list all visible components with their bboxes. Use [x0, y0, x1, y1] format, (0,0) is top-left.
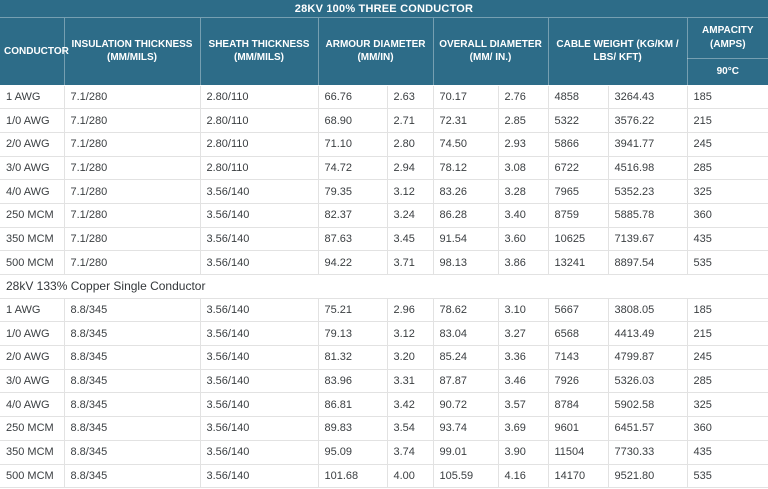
- cell-insulation: 7.1/280: [64, 251, 200, 275]
- cell-overall-mm: 85.24: [433, 346, 498, 370]
- cell-sheath: 2.80/110: [200, 109, 318, 133]
- cell-overall-in: 3.10: [498, 298, 548, 322]
- cell-overall-mm: 99.01: [433, 440, 498, 464]
- cell-weight-kg: 13241: [548, 251, 608, 275]
- cell-conductor: 2/0 AWG: [0, 132, 64, 156]
- cell-overall-in: 2.76: [498, 85, 548, 109]
- cell-overall-mm: 78.62: [433, 298, 498, 322]
- table-row: [0, 180, 768, 204]
- cell-conductor: 350 MCM: [0, 227, 64, 251]
- header-sheath-thickness: SHEATH THICKNESS (MM/MILS): [200, 18, 318, 85]
- cell-weight-lbs: 6451.57: [608, 417, 687, 441]
- cell-weight-kg: 11504: [548, 440, 608, 464]
- cell-armour-in: 4.00: [387, 464, 433, 488]
- cell-insulation: 7.1/280: [64, 156, 200, 180]
- cell-overall-in: 3.60: [498, 227, 548, 251]
- cell-conductor: 350 MCM: [0, 440, 64, 464]
- cell-armour-mm: 89.83: [318, 417, 387, 441]
- cell-sheath: 3.56/140: [200, 227, 318, 251]
- cell-overall-in: 3.90: [498, 440, 548, 464]
- cell-weight-kg: 5322: [548, 109, 608, 133]
- header-ampacity: AMPACITY (AMPS): [687, 18, 768, 58]
- cell-ampacity: 325: [687, 393, 768, 417]
- cell-armour-in: 2.71: [387, 109, 433, 133]
- cell-overall-mm: 70.17: [433, 85, 498, 109]
- cell-insulation: 7.1/280: [64, 132, 200, 156]
- cell-insulation: 8.8/345: [64, 417, 200, 441]
- cell-weight-lbs: 7139.67: [608, 227, 687, 251]
- cell-weight-lbs: 5326.03: [608, 369, 687, 393]
- cell-armour-mm: 101.68: [318, 464, 387, 488]
- header-conductor: CONDUCTOR: [0, 18, 64, 85]
- header-insulation-thickness: INSULATION THICKNESS (MM/MILS): [64, 18, 200, 85]
- cell-weight-lbs: 4799.87: [608, 346, 687, 370]
- cell-overall-in: 3.57: [498, 393, 548, 417]
- cell-armour-in: 2.63: [387, 85, 433, 109]
- cell-overall-mm: 72.31: [433, 109, 498, 133]
- cell-ampacity: 360: [687, 203, 768, 227]
- cell-insulation: 7.1/280: [64, 109, 200, 133]
- cell-armour-in: 3.45: [387, 227, 433, 251]
- cell-ampacity: 535: [687, 464, 768, 488]
- table-row: [0, 298, 768, 322]
- cell-weight-lbs: 7730.33: [608, 440, 687, 464]
- cell-armour-in: 3.74: [387, 440, 433, 464]
- cell-armour-mm: 79.13: [318, 322, 387, 346]
- cell-overall-in: 4.16: [498, 464, 548, 488]
- cable-spec-table: [0, 18, 768, 488]
- cell-sheath: 3.56/140: [200, 464, 318, 488]
- cell-ampacity: 185: [687, 298, 768, 322]
- cell-weight-kg: 9601: [548, 417, 608, 441]
- section-divider-row: [0, 275, 768, 299]
- cell-sheath: 2.80/110: [200, 156, 318, 180]
- cell-overall-in: 3.27: [498, 322, 548, 346]
- cell-overall-mm: 93.74: [433, 417, 498, 441]
- cell-conductor: 500 MCM: [0, 464, 64, 488]
- cell-insulation: 8.8/345: [64, 298, 200, 322]
- table-row: [0, 346, 768, 370]
- cell-overall-mm: 78.12: [433, 156, 498, 180]
- cell-weight-kg: 8759: [548, 203, 608, 227]
- table-row: [0, 417, 768, 441]
- cell-overall-mm: 74.50: [433, 132, 498, 156]
- cell-sheath: 3.56/140: [200, 440, 318, 464]
- table-header: [0, 18, 768, 85]
- cell-overall-in: 3.28: [498, 180, 548, 204]
- cell-insulation: 7.1/280: [64, 85, 200, 109]
- cell-sheath: 3.56/140: [200, 298, 318, 322]
- header-overall-diameter: OVERALL DIAMETER (MM/ IN.): [433, 18, 548, 85]
- cell-insulation: 8.8/345: [64, 322, 200, 346]
- cell-overall-mm: 86.28: [433, 203, 498, 227]
- cell-armour-in: 3.54: [387, 417, 433, 441]
- cell-weight-lbs: 3808.05: [608, 298, 687, 322]
- cell-ampacity: 285: [687, 369, 768, 393]
- header-ampacity-90c: 90°C: [687, 58, 768, 85]
- cell-weight-lbs: 5885.78: [608, 203, 687, 227]
- table-row: [0, 369, 768, 393]
- cell-conductor: 1/0 AWG: [0, 322, 64, 346]
- table-row: [0, 203, 768, 227]
- cell-armour-mm: 71.10: [318, 132, 387, 156]
- cell-ampacity: 245: [687, 132, 768, 156]
- cell-sheath: 3.56/140: [200, 180, 318, 204]
- cell-weight-lbs: 5902.58: [608, 393, 687, 417]
- cell-sheath: 3.56/140: [200, 369, 318, 393]
- cell-sheath: 3.56/140: [200, 393, 318, 417]
- cell-conductor: 1/0 AWG: [0, 109, 64, 133]
- cell-ampacity: 535: [687, 251, 768, 275]
- cell-ampacity: 285: [687, 156, 768, 180]
- cell-weight-kg: 6568: [548, 322, 608, 346]
- cell-conductor: 4/0 AWG: [0, 180, 64, 204]
- cell-weight-lbs: 5352.23: [608, 180, 687, 204]
- cell-weight-kg: 14170: [548, 464, 608, 488]
- cell-sheath: 2.80/110: [200, 85, 318, 109]
- cell-sheath: 3.56/140: [200, 203, 318, 227]
- cell-insulation: 7.1/280: [64, 227, 200, 251]
- cell-ampacity: 435: [687, 227, 768, 251]
- table-title: 28KV 100% THREE CONDUCTOR: [0, 0, 768, 18]
- cell-armour-mm: 74.72: [318, 156, 387, 180]
- cell-weight-kg: 5667: [548, 298, 608, 322]
- cell-weight-lbs: 3576.22: [608, 109, 687, 133]
- cell-armour-in: 3.12: [387, 180, 433, 204]
- cell-weight-lbs: 4516.98: [608, 156, 687, 180]
- cell-overall-mm: 90.72: [433, 393, 498, 417]
- cell-weight-kg: 8784: [548, 393, 608, 417]
- table-row: [0, 251, 768, 275]
- cell-overall-mm: 98.13: [433, 251, 498, 275]
- cell-conductor: 1 AWG: [0, 85, 64, 109]
- cell-sheath: 3.56/140: [200, 346, 318, 370]
- cell-armour-in: 2.80: [387, 132, 433, 156]
- table-row: [0, 109, 768, 133]
- cell-sheath: 3.56/140: [200, 322, 318, 346]
- cell-insulation: 8.8/345: [64, 464, 200, 488]
- cell-ampacity: 360: [687, 417, 768, 441]
- cell-ampacity: 245: [687, 346, 768, 370]
- table-row: [0, 440, 768, 464]
- cell-insulation: 8.8/345: [64, 346, 200, 370]
- cell-insulation: 8.8/345: [64, 393, 200, 417]
- cell-armour-in: 2.96: [387, 298, 433, 322]
- cell-armour-mm: 66.76: [318, 85, 387, 109]
- cell-insulation: 8.8/345: [64, 369, 200, 393]
- table-row: [0, 322, 768, 346]
- header-armour-diameter: ARMOUR DIAMETER (MM/IN): [318, 18, 433, 85]
- cell-overall-mm: 83.26: [433, 180, 498, 204]
- cell-sheath: 3.56/140: [200, 251, 318, 275]
- cell-sheath: 3.56/140: [200, 417, 318, 441]
- cell-weight-kg: 6722: [548, 156, 608, 180]
- cell-armour-mm: 82.37: [318, 203, 387, 227]
- cell-overall-in: 3.08: [498, 156, 548, 180]
- cell-armour-mm: 95.09: [318, 440, 387, 464]
- cell-armour-in: 3.12: [387, 322, 433, 346]
- cell-armour-in: 3.71: [387, 251, 433, 275]
- cell-weight-kg: 7965: [548, 180, 608, 204]
- cell-overall-mm: 91.54: [433, 227, 498, 251]
- cell-overall-mm: 105.59: [433, 464, 498, 488]
- cell-armour-in: 3.31: [387, 369, 433, 393]
- cell-overall-in: 3.36: [498, 346, 548, 370]
- cell-ampacity: 185: [687, 85, 768, 109]
- table-row: [0, 156, 768, 180]
- cell-armour-mm: 81.32: [318, 346, 387, 370]
- cell-armour-mm: 94.22: [318, 251, 387, 275]
- cell-overall-mm: 83.04: [433, 322, 498, 346]
- cell-conductor: 250 MCM: [0, 417, 64, 441]
- cell-ampacity: 215: [687, 109, 768, 133]
- cell-overall-in: 2.93: [498, 132, 548, 156]
- cell-overall-in: 3.69: [498, 417, 548, 441]
- cell-ampacity: 325: [687, 180, 768, 204]
- section-divider-label: 28kV 133% Copper Single Conductor: [0, 275, 768, 299]
- cell-insulation: 7.1/280: [64, 180, 200, 204]
- cell-conductor: 250 MCM: [0, 203, 64, 227]
- table-row: [0, 393, 768, 417]
- cell-ampacity: 435: [687, 440, 768, 464]
- table-row: [0, 464, 768, 488]
- cell-armour-in: 3.24: [387, 203, 433, 227]
- cell-conductor: 3/0 AWG: [0, 156, 64, 180]
- table-row: [0, 227, 768, 251]
- cell-armour-in: 2.94: [387, 156, 433, 180]
- cell-weight-kg: 5866: [548, 132, 608, 156]
- cell-conductor: 1 AWG: [0, 298, 64, 322]
- cell-sheath: 2.80/110: [200, 132, 318, 156]
- table-body: [0, 85, 768, 488]
- cell-armour-in: 3.20: [387, 346, 433, 370]
- cell-overall-mm: 87.87: [433, 369, 498, 393]
- cell-conductor: 500 MCM: [0, 251, 64, 275]
- cell-weight-lbs: 9521.80: [608, 464, 687, 488]
- cell-insulation: 7.1/280: [64, 203, 200, 227]
- cell-armour-mm: 83.96: [318, 369, 387, 393]
- cell-armour-mm: 87.63: [318, 227, 387, 251]
- cell-armour-mm: 75.21: [318, 298, 387, 322]
- cell-weight-kg: 7926: [548, 369, 608, 393]
- cell-overall-in: 3.46: [498, 369, 548, 393]
- table-row: [0, 132, 768, 156]
- cell-weight-lbs: 3941.77: [608, 132, 687, 156]
- cell-armour-mm: 79.35: [318, 180, 387, 204]
- cell-weight-lbs: 8897.54: [608, 251, 687, 275]
- cell-overall-in: 2.85: [498, 109, 548, 133]
- cell-overall-in: 3.40: [498, 203, 548, 227]
- cell-conductor: 2/0 AWG: [0, 346, 64, 370]
- cell-ampacity: 215: [687, 322, 768, 346]
- cell-weight-lbs: 3264.43: [608, 85, 687, 109]
- cell-armour-mm: 86.81: [318, 393, 387, 417]
- header-cable-weight: CABLE WEIGHT (KG/KM / LBS/ KFT): [548, 18, 687, 85]
- cell-weight-kg: 10625: [548, 227, 608, 251]
- cell-weight-lbs: 4413.49: [608, 322, 687, 346]
- cell-armour-mm: 68.90: [318, 109, 387, 133]
- cell-overall-in: 3.86: [498, 251, 548, 275]
- cell-insulation: 8.8/345: [64, 440, 200, 464]
- cell-conductor: 3/0 AWG: [0, 369, 64, 393]
- table-row: [0, 85, 768, 109]
- cell-conductor: 4/0 AWG: [0, 393, 64, 417]
- cell-armour-in: 3.42: [387, 393, 433, 417]
- cell-weight-kg: 7143: [548, 346, 608, 370]
- cell-weight-kg: 4858: [548, 85, 608, 109]
